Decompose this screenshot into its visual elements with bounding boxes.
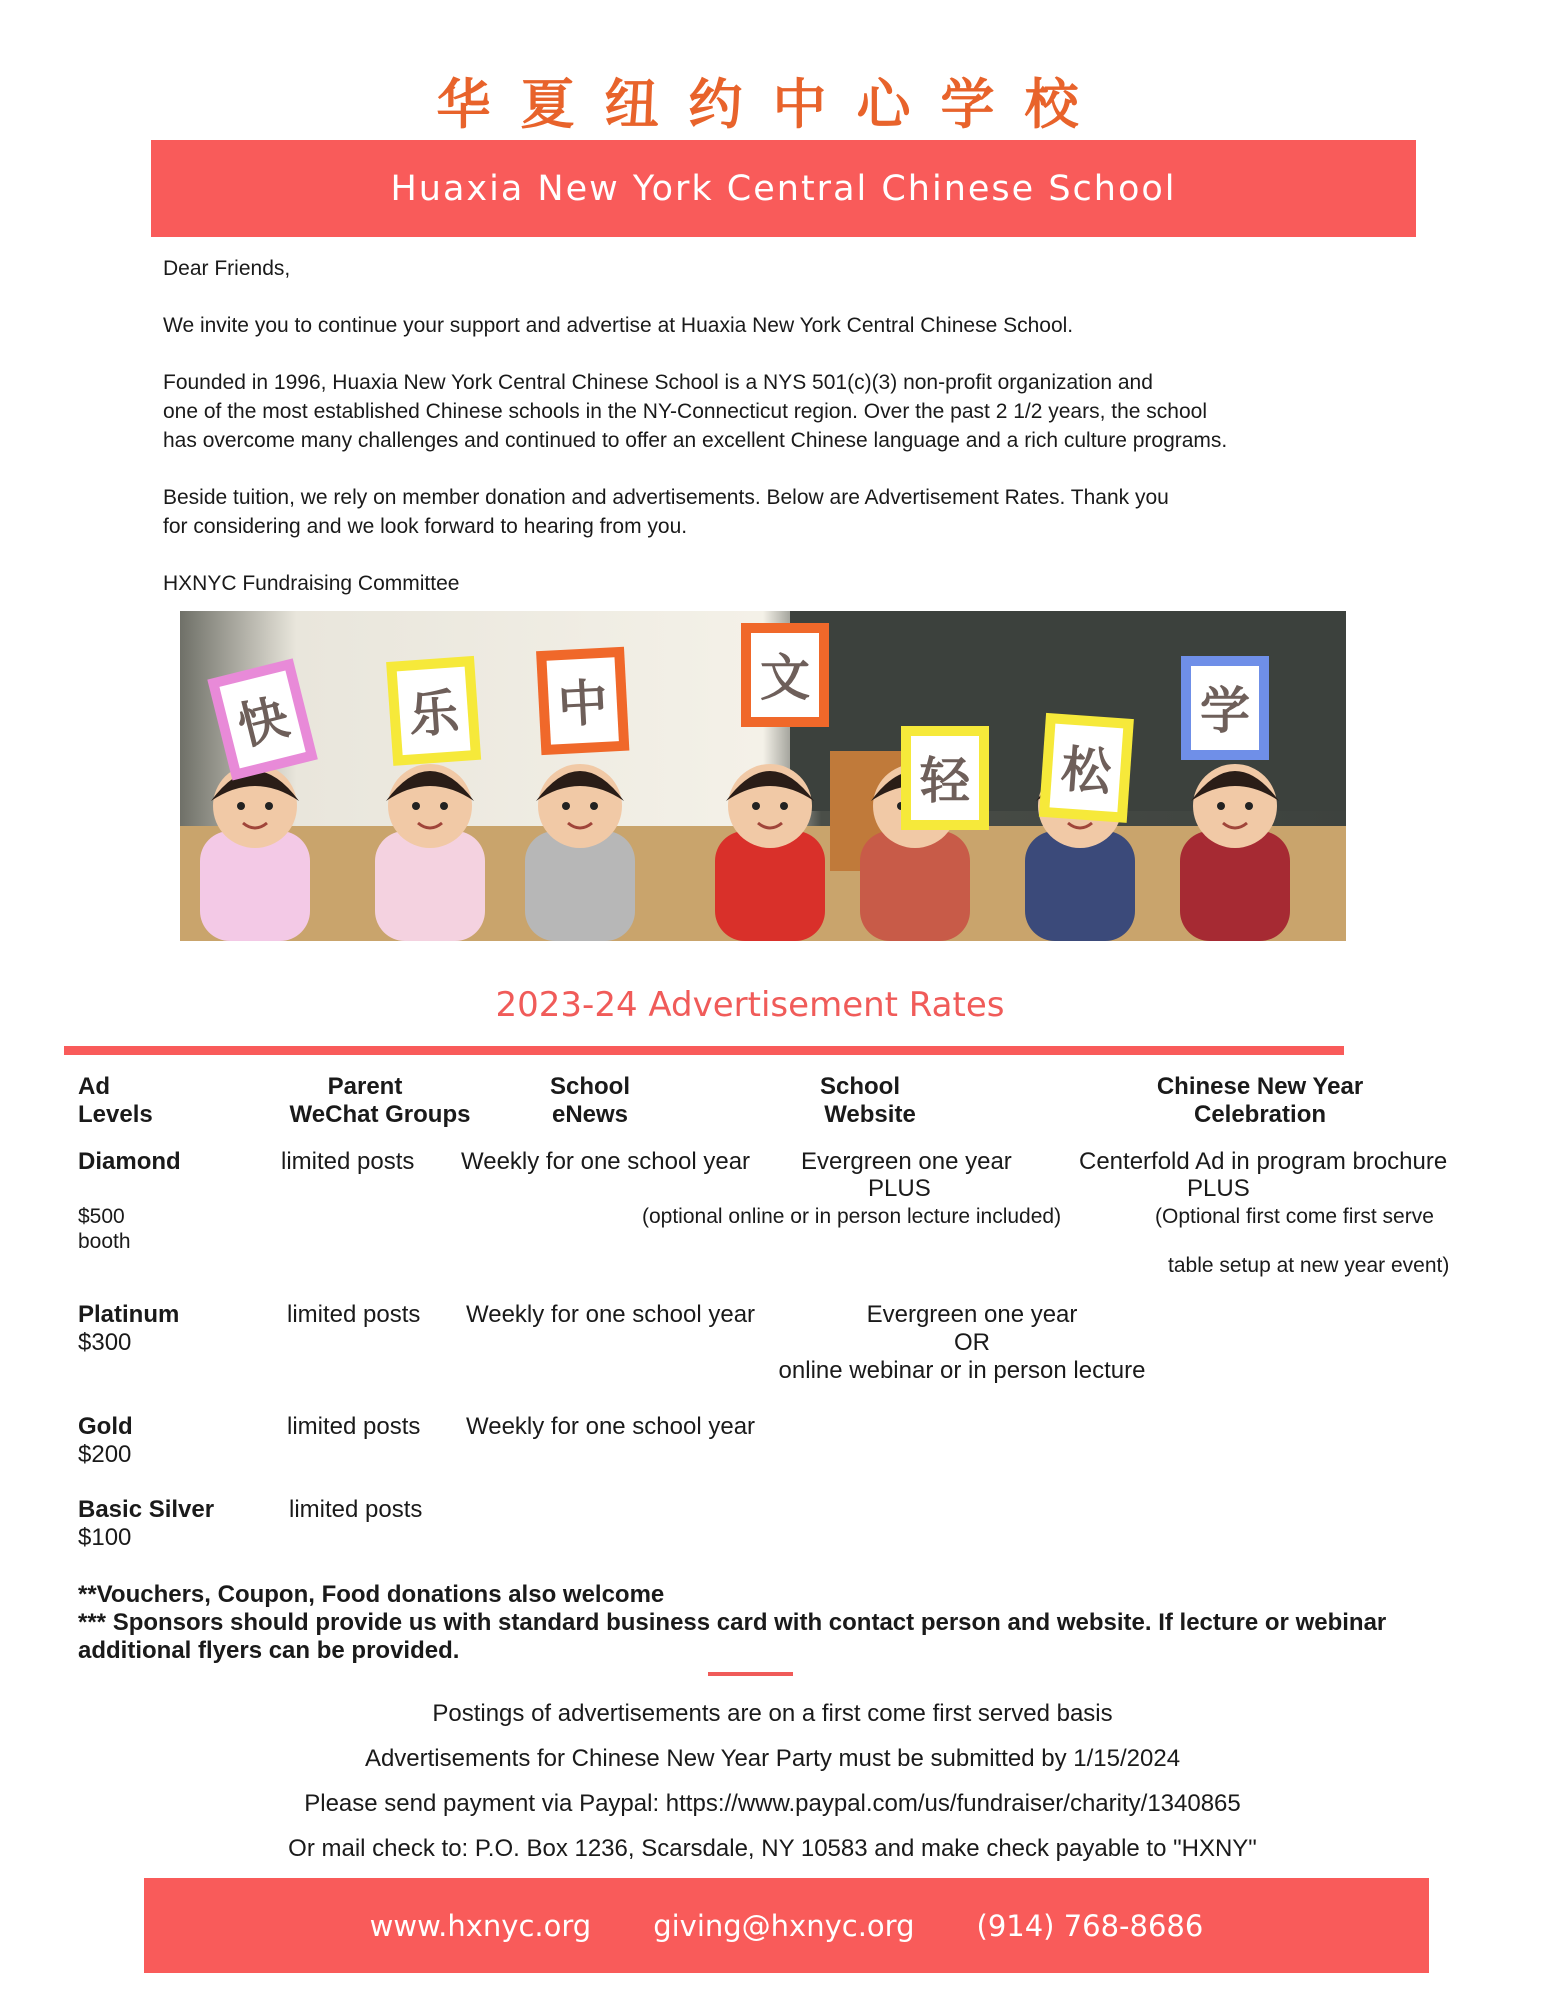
gold-wechat: limited posts xyxy=(287,1413,421,1440)
header-cny-line-2: Celebration xyxy=(1193,1101,1327,1128)
diamond-website-line-2: PLUS xyxy=(868,1175,931,1202)
character-card-text: 松 xyxy=(1059,740,1114,802)
diamond-level: Diamond xyxy=(78,1148,181,1175)
info-line-deadline: Advertisements for Chinese New Year Party must be submitted by 1/15/2024 xyxy=(364,1745,1181,1772)
letter-paragraph-2-line-3: has overcome many challenges and continued to offer an excellent Chinese language and a rich culture programs. xyxy=(163,429,1228,452)
platinum-website xyxy=(757,1301,1187,1385)
chinese-school-title: 华夏纽约中心学校 xyxy=(436,72,1109,136)
title-banner xyxy=(151,140,1416,237)
header-levels xyxy=(78,1073,153,1129)
diamond-cny-line-4: table setup at new year event) xyxy=(1168,1254,1450,1277)
rates-divider xyxy=(64,1046,1344,1055)
header-wechat-line-1: Parent xyxy=(327,1073,403,1100)
letter-paragraph-2-line-1: Founded in 1996, Huaxia New York Central Chinese School is a NYS 501(c)(3) non-profit organization and xyxy=(163,371,1153,394)
platinum-website-line-1: Evergreen one year xyxy=(866,1301,1078,1328)
diamond-cny-line-2: PLUS xyxy=(1187,1175,1250,1202)
student-figure xyxy=(1180,764,1290,941)
students-photo xyxy=(180,611,1346,941)
signature: HXNYC Fundraising Committee xyxy=(163,572,460,595)
letter xyxy=(163,254,1393,598)
character-card xyxy=(901,726,989,830)
character-card xyxy=(386,656,481,766)
character-card xyxy=(1039,713,1134,823)
student-figure xyxy=(200,764,310,941)
diamond-price: $500 xyxy=(78,1205,125,1228)
footer-phone[interactable]: (914) 768-8686 xyxy=(976,1908,1204,1943)
silver-level: Basic Silver xyxy=(78,1496,215,1523)
greeting: Dear Friends, xyxy=(163,257,291,280)
diamond-wechat: limited posts xyxy=(281,1148,415,1175)
platinum-website-line-2: OR xyxy=(954,1329,990,1356)
english-school-title: Huaxia New York Central Chinese School xyxy=(390,168,1177,209)
character-card-text: 轻 xyxy=(920,752,970,810)
header-wechat xyxy=(280,1073,480,1129)
header-website-line-1: School xyxy=(819,1073,900,1100)
header-cny-line-1: Chinese New Year xyxy=(1156,1073,1364,1100)
letter-paragraph-2-line-2: one of the most established Chinese schools in the NY-Connecticut region. Over the past 2 1/2 years, the school xyxy=(163,400,1207,423)
students-photo-illustration xyxy=(180,611,1346,941)
diamond-website-line-1: Evergreen one year xyxy=(801,1148,1012,1175)
platinum-level: Platinum xyxy=(78,1301,180,1328)
note-vouchers: **Vouchers, Coupon, Food donations also welcome xyxy=(78,1581,665,1608)
header-levels-line-2: Levels xyxy=(78,1101,153,1128)
gold-level: Gold xyxy=(78,1413,133,1440)
student-figure xyxy=(715,764,825,941)
contact-footer xyxy=(144,1878,1429,1973)
platinum-wechat: limited posts xyxy=(287,1301,421,1328)
info-line-paypal: Please send payment via Paypal: https://www.paypal.com/us/fundraiser/charity/1340865 xyxy=(304,1790,1241,1817)
diamond-cny-line-1: Centerfold Ad in program brochure xyxy=(1079,1148,1448,1175)
character-card-text: 中 xyxy=(556,673,610,735)
header-enews-line-1: School xyxy=(549,1073,630,1100)
student-figure xyxy=(525,764,635,941)
character-card-text: 乐 xyxy=(406,683,461,745)
diamond-cny-line-3: (Optional first come first serve xyxy=(1155,1205,1434,1228)
rates-title: 2023-24 Advertisement Rates xyxy=(495,985,1005,1025)
student-figure xyxy=(375,764,485,941)
header-wechat-line-2: WeChat Groups xyxy=(289,1101,471,1128)
note-sponsors-line-2: additional flyers can be provided. xyxy=(78,1637,460,1664)
character-card xyxy=(741,623,829,727)
diamond-booth: booth xyxy=(78,1230,131,1253)
footer-email-link[interactable]: giving@hxnyc.org xyxy=(653,1908,915,1943)
character-card-text: 学 xyxy=(1200,682,1250,740)
character-card xyxy=(536,647,629,755)
letter-paragraph-3-line-2: for considering and we look forward to hearing from you. xyxy=(163,515,688,538)
header-cny xyxy=(1125,1073,1395,1129)
platinum-enews: Weekly for one school year xyxy=(466,1301,756,1328)
diamond-enews: Weekly for one school year xyxy=(461,1148,751,1175)
info-line-first-come: Postings of advertisements are on a first come first served basis xyxy=(432,1700,1113,1727)
info-line-mail-check: Or mail check to: P.O. Box 1236, Scarsdale, NY 10583 and make check payable to "HXNY" xyxy=(288,1835,1257,1862)
note-sponsors-line-1: *** Sponsors should provide us with standard business card with contact person and website. If lecture or webinar xyxy=(78,1609,1387,1636)
platinum-price: $300 xyxy=(78,1329,132,1356)
gold-enews: Weekly for one school year xyxy=(466,1413,756,1440)
header-enews xyxy=(540,1073,640,1129)
character-card-text: 文 xyxy=(760,649,810,707)
short-divider xyxy=(708,1672,793,1676)
character-card xyxy=(1181,656,1269,760)
header-website-line-2: Website xyxy=(824,1101,916,1128)
letter-paragraph-3-line-1: Beside tuition, we rely on member donation and advertisements. Below are Advertisement Rates. Thank you xyxy=(163,486,1169,509)
header-levels-line-1: Ad xyxy=(78,1073,110,1100)
letter-paragraph-1: We invite you to continue your support and advertise at Huaxia New York Central Chinese School. xyxy=(163,314,1074,337)
footer-website-link[interactable]: www.hxnyc.org xyxy=(369,1908,592,1943)
header-website xyxy=(810,1073,930,1129)
silver-wechat: limited posts xyxy=(289,1496,423,1523)
platinum-website-line-3: online webinar or in person lecture xyxy=(778,1357,1146,1384)
header-enews-line-2: eNews xyxy=(551,1101,629,1128)
character-card-text: 快 xyxy=(232,688,295,757)
silver-price: $100 xyxy=(78,1524,132,1551)
diamond-website-line-3: (optional online or in person lecture included) xyxy=(642,1205,1062,1228)
gold-price: $200 xyxy=(78,1441,132,1468)
